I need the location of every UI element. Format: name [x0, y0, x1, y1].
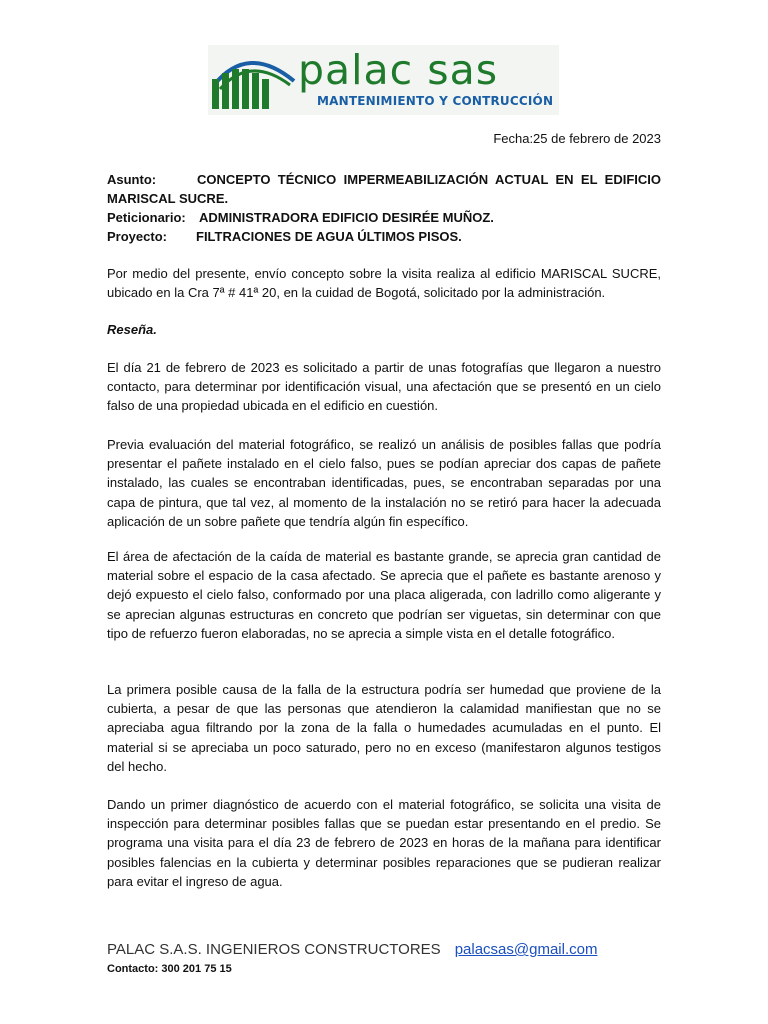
body-paragraph: La primera posible causa de la falla de la estructura podría ser humedad que proviene de la cubierta, a pesar de que las personas que atendieron la calamidad manifiestan que no se apreciaba agua filtrando por la zona de la falla o humedades acumuladas en el punto. El material si se apreciaba un poco saturado, pero no en exceso (manifestaron algunos testigos del hecho.	[107, 682, 661, 774]
body-paragraph: Previa evaluación del material fotográfico, se realizó un análisis de posibles fallas que podría presentar el pañete instalado en el cielo falso, pues se podían apreciar dos capas de pañete instalado, las cuales se encontraban identificadas, pues, se encontraban separadas por una capa de pintura, que tal vez, al momento de la instalación no se retiró para hacer la adecuada aplicación de un sobre pañete que tendría algún fin específico.	[107, 437, 661, 529]
project-value: FILTRACIONES DE AGUA ÚLTIMOS PISOS.	[196, 229, 462, 244]
petitioner-line	[107, 208, 661, 227]
project-label: Proyecto:	[107, 229, 167, 244]
logo-tagline: MANTENIMIENTO Y CONTRUCCIÓN	[317, 94, 554, 108]
footer-email-link[interactable]: palacsas@gmail.com	[454, 941, 598, 958]
subject-line	[107, 170, 661, 208]
company-logo	[208, 45, 559, 115]
body-paragraph: El día 21 de febrero de 2023 es solicitado a partir de unas fotografías que llegaron a nuestro contacto, para determinar por identificación visual, una afectación que se presentó en un cielo falso de una propiedad ubicada en el edificio en cuestión.	[107, 360, 661, 414]
building-arc-icon	[208, 45, 298, 115]
body-paragraph: El área de afectación de la caída de material es bastante grande, se aprecia gran cantidad de material sobre el espacio de la casa afectado. Se aprecia que el pañete es bastante arenoso y dejó expuesto el cielo falso, conformado por una placa aligerada, con ladrillo como aligerante y se aprecian algunas estructuras en concreto que podrían ser viguetas, sin determinar con que tipo de refuerzo fueron elaboradas, no se aprecia a simple vista en el detalle fotográfico.	[107, 549, 661, 641]
logo-name: palac sas	[298, 46, 499, 94]
petitioner-label: Peticionario:	[107, 210, 186, 225]
subject-value: CONCEPTO TÉCNICO IMPERMEABILIZACIÓN ACTUAL EN EL EDIFICIO MARISCAL SUCRE.	[107, 172, 661, 206]
footer-contact: Contacto: 300 201 75 15	[107, 963, 232, 975]
body-paragraph: Dando un primer diagnóstico de acuerdo con el material fotográfico, se solicita una visita de inspección para determinar posibles fallas que se puedan estar presentando en el predio. Se programa una visita para el día 23 de febrero de 2023 en horas de la mañana para identificar posibles falencias en la cubierta y determinar posibles reparaciones que se pudieran realizar para evitar el ingreso de agua.	[107, 797, 661, 889]
project-line	[107, 227, 661, 246]
subject-label: Asunto:	[107, 172, 157, 187]
petitioner-value: ADMINISTRADORA EDIFICIO DESIRÉE MUÑOZ.	[199, 210, 494, 225]
footer-company: PALAC S.A.S. INGENIEROS CONSTRUCTORES	[107, 941, 441, 958]
intro-paragraph: Por medio del presente, envío concepto sobre la visita realiza al edificio MARISCAL SUCRE, ubicado en la Cra 7ª # 41ª 20, en la cuidad de Bogotá, solicitado por la administración.	[107, 266, 661, 301]
footer-company-line	[107, 941, 597, 958]
section-title: Reseña.	[107, 322, 157, 337]
document-date: Fecha:25 de febrero de 2023	[493, 131, 661, 146]
